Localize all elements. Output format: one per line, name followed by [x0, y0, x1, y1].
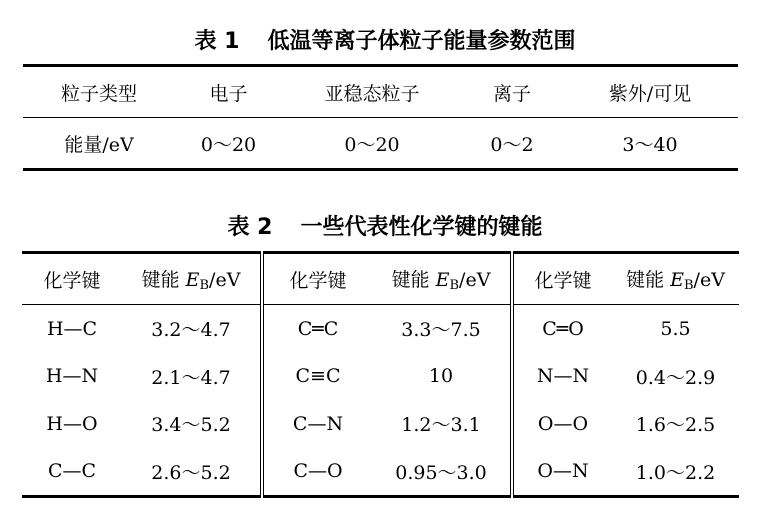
bond-cell: H—O	[46, 412, 98, 435]
table-row	[22, 400, 739, 448]
bond-cell: C—O	[262, 448, 372, 497]
bond-header: 化学键	[43, 269, 101, 292]
energy-symbol: E	[185, 269, 200, 291]
table1-cell: 能量/eV	[64, 133, 134, 156]
energy-subscript: B	[449, 278, 460, 293]
table1-header-cell: 离子	[492, 82, 531, 105]
table1-header-row	[23, 66, 738, 118]
bond-cell: N—N	[512, 353, 612, 401]
table-row	[22, 448, 739, 497]
table1-label: 表 1	[194, 29, 240, 54]
energy-header-prefix: 键能	[141, 269, 186, 291]
bond-cell: C≡C	[262, 353, 372, 401]
bond-cell: C—C	[47, 460, 97, 483]
energy-cell: 0.95～3.0	[395, 461, 487, 484]
energy-header	[372, 253, 512, 305]
bond-cell: H—C	[46, 317, 98, 340]
table1-caption	[0, 28, 770, 56]
table1-title: 低温等离子体粒子能量参数范围	[267, 29, 576, 54]
bond-cell: C═O	[512, 305, 612, 353]
energy-unit: /eV	[693, 269, 725, 291]
energy-subscript: B	[199, 278, 210, 293]
table2-label: 表 2	[227, 215, 273, 240]
table1-cell: 0～20	[200, 133, 257, 156]
energy-symbol: E	[435, 269, 450, 291]
table-row	[22, 353, 739, 401]
energy-header	[612, 253, 739, 305]
energy-subscript: B	[683, 278, 694, 293]
table-row	[22, 305, 739, 353]
energy-header-prefix: 键能	[391, 269, 436, 291]
table1-header-cell: 亚稳态粒子	[324, 82, 420, 105]
energy-cell: 2.1～4.7	[151, 366, 231, 389]
energy-cell: 0.4～2.9	[635, 366, 716, 389]
table2-caption	[0, 214, 770, 242]
energy-cell: 10	[428, 365, 454, 388]
table1-header-cell: 粒子类型	[60, 82, 137, 105]
bond-cell: O—O	[512, 400, 612, 448]
table1-cell: 0～2	[490, 133, 534, 156]
energy-cell: 1.6～2.5	[635, 414, 716, 437]
table2-header-row	[22, 253, 739, 305]
bond-cell: C—N	[262, 400, 372, 448]
bond-header: 化学键	[262, 253, 372, 305]
bond-cell: H—N	[45, 365, 99, 388]
energy-unit: /eV	[209, 269, 241, 291]
energy-cell: 1.0～2.2	[635, 461, 716, 484]
table-row	[23, 118, 738, 170]
table1-cell: 0～20	[344, 133, 400, 156]
energy-unit: /eV	[459, 269, 491, 291]
table1-header-cell: 电子	[209, 82, 248, 105]
table2-title: 一些代表性化学键的键能	[300, 215, 543, 240]
table1-header-cell: 紫外/可见	[608, 82, 692, 105]
table1-cell: 3～40	[622, 133, 678, 156]
bond-cell: O—N	[512, 448, 612, 497]
energy-cell: 5.5	[660, 317, 691, 340]
table1	[23, 64, 738, 171]
energy-symbol: E	[670, 269, 684, 291]
energy-cell: 2.6～5.2	[151, 461, 231, 484]
bond-cell: C═C	[262, 305, 372, 353]
energy-header	[122, 253, 262, 305]
energy-cell: 3.3～7.5	[401, 319, 481, 342]
energy-header-prefix: 键能	[626, 269, 671, 291]
energy-cell: 1.2～3.1	[401, 414, 481, 437]
energy-cell: 3.4～5.2	[151, 414, 231, 437]
bond-header: 化学键	[512, 253, 612, 305]
energy-cell: 3.2～4.7	[151, 319, 231, 342]
table2	[22, 251, 739, 498]
